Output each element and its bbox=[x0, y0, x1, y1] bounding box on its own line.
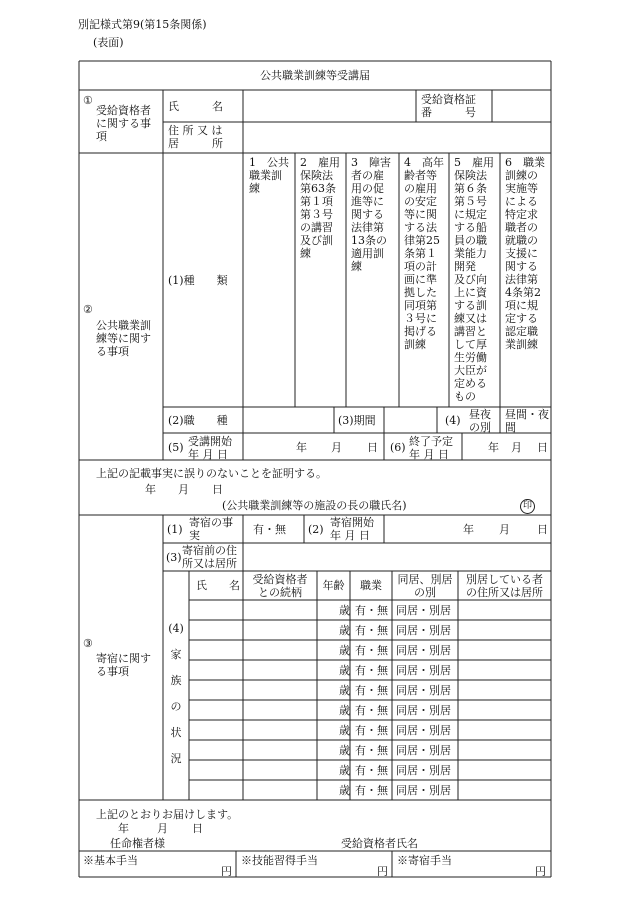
daynight-value[interactable]: 昼間・夜 間 bbox=[505, 408, 549, 434]
section1-marker: ① bbox=[83, 94, 93, 107]
prev-address-label: 寄宿前の住 所又は居所 bbox=[182, 544, 237, 570]
daynight-label: 昼夜 の別 bbox=[469, 408, 491, 434]
basic-allowance-label: ※基本手当 bbox=[83, 854, 138, 867]
family-job-option[interactable]: 有・無 bbox=[355, 704, 388, 717]
skill-allowance-yen: 円 bbox=[377, 865, 388, 878]
training-type-6[interactable]: 6 職業 訓練の 実施等 による 特定求 職者の 就職の 支援に 関する 法律第 4条第2 項に規 定する 認定職 業訓練 bbox=[505, 156, 545, 351]
family-job-option[interactable]: 有・無 bbox=[355, 604, 388, 617]
family-age-unit: 歳 bbox=[339, 604, 350, 617]
end-year-unit: 年 bbox=[488, 441, 499, 454]
start-day-unit: 日 bbox=[367, 441, 378, 454]
end-month-unit: 月 bbox=[511, 441, 522, 454]
notice-day-unit: 日 bbox=[192, 822, 203, 835]
start-year-unit: 年 bbox=[296, 441, 307, 454]
board-day-unit: 日 bbox=[537, 523, 548, 536]
board-month-unit: 月 bbox=[499, 523, 510, 536]
address-label: 住 所 又 は 居 所 bbox=[168, 124, 223, 150]
certification-text: 上記の記載事実に誤りのないことを証明する。 bbox=[96, 467, 327, 480]
family-living-option[interactable]: 同居・別居 bbox=[396, 664, 451, 677]
end-day-unit: 日 bbox=[537, 441, 548, 454]
cert-day-unit: 日 bbox=[212, 483, 223, 496]
daynight-number: (4) bbox=[445, 414, 461, 427]
notice-month-unit: 月 bbox=[157, 822, 168, 835]
training-type-1[interactable]: 1 公共 職業訓 練 bbox=[249, 156, 289, 195]
col-family-name: 氏 名 bbox=[196, 579, 240, 592]
address-field[interactable] bbox=[245, 124, 549, 151]
family-living-option[interactable]: 同居・別居 bbox=[396, 724, 451, 737]
family-job-option[interactable]: 有・無 bbox=[355, 624, 388, 637]
cert-month-unit: 月 bbox=[178, 483, 189, 496]
seal-mark: 印 bbox=[520, 499, 535, 514]
family-age-unit: 歳 bbox=[339, 744, 350, 757]
section3-marker: ③ bbox=[83, 637, 93, 650]
board-allowance-label: ※寄宿手当 bbox=[397, 854, 452, 867]
applicant-name-label: 受給資格者氏名 bbox=[341, 837, 418, 850]
family-living-option[interactable]: 同居・別居 bbox=[396, 624, 451, 637]
col-age: 年齢 bbox=[322, 579, 345, 592]
family-job-option[interactable]: 有・無 bbox=[355, 764, 388, 777]
section2-marker: ② bbox=[83, 303, 93, 316]
name-label: 氏 名 bbox=[168, 100, 223, 113]
family-living-option[interactable]: 同居・別居 bbox=[396, 644, 451, 657]
family-age-unit: 歳 bbox=[339, 624, 350, 637]
form-title: 公共職業訓練等受講届 bbox=[260, 69, 370, 82]
start-month-unit: 月 bbox=[331, 441, 342, 454]
board-fact-label: 寄宿の事 実 bbox=[189, 516, 233, 542]
cert-number-label: 受給資格証 番 号 bbox=[421, 93, 476, 119]
family-living-option[interactable]: 同居・別居 bbox=[396, 764, 451, 777]
family-status-label: (4) 家 族 の 状 況 bbox=[168, 622, 184, 765]
board-year-unit: 年 bbox=[463, 523, 474, 536]
col-relation: 受給資格者 との続柄 bbox=[252, 573, 308, 599]
family-living-option[interactable]: 同居・別居 bbox=[396, 744, 451, 757]
family-job-option[interactable]: 有・無 bbox=[355, 784, 388, 797]
training-type-2[interactable]: 2 雇用 保険法 第63条 第１項 第３号 の講習 及び訓 練 bbox=[300, 156, 340, 260]
type-label: (1)種 類 bbox=[168, 274, 228, 287]
family-age-unit: 歳 bbox=[339, 664, 350, 677]
family-age-unit: 歳 bbox=[339, 684, 350, 697]
family-job-option[interactable]: 有・無 bbox=[355, 724, 388, 737]
training-type-4[interactable]: 4 高年 齢者等 の雇用 の安定 等に関 する法 律第25 条第１ 項の計 画に準 拠した 同項第 ３号に 掲げる 訓練 bbox=[404, 156, 444, 351]
training-type-5[interactable]: 5 雇用 保険法 第６条 第５号 に規定 する船 員の職 業能力 開発 及び向 上に資 する訓 練又は 講習と して厚 生労働 大臣が 定める もの bbox=[454, 156, 494, 403]
training-type-3[interactable]: 3 障害 者の雇 用の促 進等に 関する 法律第 13条の 適用訓 練 bbox=[351, 156, 391, 273]
col-separate-address: 別居している者 の住所又は居所 bbox=[466, 573, 543, 599]
family-job-option[interactable]: 有・無 bbox=[355, 744, 388, 757]
family-age-unit: 歳 bbox=[339, 764, 350, 777]
col-job: 職業 bbox=[360, 579, 382, 592]
notice-text: 上記のとおりお届けします。 bbox=[96, 808, 239, 821]
notice-recipient: 任命権者様 bbox=[110, 837, 165, 850]
family-living-option[interactable]: 同居・別居 bbox=[396, 784, 451, 797]
board-start-number: (2) bbox=[308, 523, 324, 536]
prev-address-field[interactable] bbox=[245, 545, 549, 569]
cert-number-field[interactable] bbox=[494, 92, 549, 120]
family-age-unit: 歳 bbox=[339, 644, 350, 657]
section3-label: 寄宿に関す る事項 bbox=[96, 652, 151, 678]
col-living-together: 同居、別居 の別 bbox=[397, 573, 453, 599]
period-field[interactable] bbox=[386, 409, 435, 431]
basic-allowance-yen: 円 bbox=[221, 865, 232, 878]
family-job-option[interactable]: 有・無 bbox=[355, 644, 388, 657]
family-age-unit: 歳 bbox=[339, 704, 350, 717]
form-number: 別記様式第9(第15条関係) bbox=[78, 18, 207, 31]
board-fact-value[interactable]: 有・無 bbox=[253, 523, 286, 536]
facility-head-signature: (公共職業訓練等の施設の長の職氏名) bbox=[222, 499, 407, 512]
family-living-option[interactable]: 同居・別居 bbox=[396, 684, 451, 697]
side-label: (表面) bbox=[93, 36, 124, 49]
section2-label: 公共職業訓 練等に関す る事項 bbox=[96, 319, 151, 358]
family-job-option[interactable]: 有・無 bbox=[355, 664, 388, 677]
notice-year-unit: 年 bbox=[118, 822, 129, 835]
start-date-label: 受講開始 年 月 日 bbox=[188, 435, 232, 461]
job-label: (2)職 種 bbox=[168, 414, 228, 427]
board-allowance-yen: 円 bbox=[535, 865, 546, 878]
family-living-option[interactable]: 同居・別居 bbox=[396, 704, 451, 717]
name-field[interactable] bbox=[245, 92, 414, 120]
end-date-label: 終了予定 年 月 日 bbox=[409, 435, 453, 461]
family-job-option[interactable]: 有・無 bbox=[355, 684, 388, 697]
period-label: (3)期間 bbox=[338, 414, 376, 427]
cert-year-unit: 年 bbox=[145, 483, 156, 496]
family-age-unit: 歳 bbox=[339, 724, 350, 737]
prev-address-number: (3) bbox=[166, 551, 182, 564]
board-start-label: 寄宿開始 年 月 日 bbox=[330, 516, 374, 542]
skill-allowance-label: ※技能習得手当 bbox=[241, 854, 318, 867]
end-number: (6) bbox=[390, 441, 406, 454]
job-field[interactable] bbox=[245, 409, 332, 431]
section1-label: 受給資格者 に関する事 項 bbox=[96, 104, 151, 143]
board-fact-number: (1) bbox=[167, 523, 183, 536]
family-living-option[interactable]: 同居・別居 bbox=[396, 604, 451, 617]
family-age-unit: 歳 bbox=[339, 784, 350, 797]
start-number: (5) bbox=[168, 441, 184, 454]
